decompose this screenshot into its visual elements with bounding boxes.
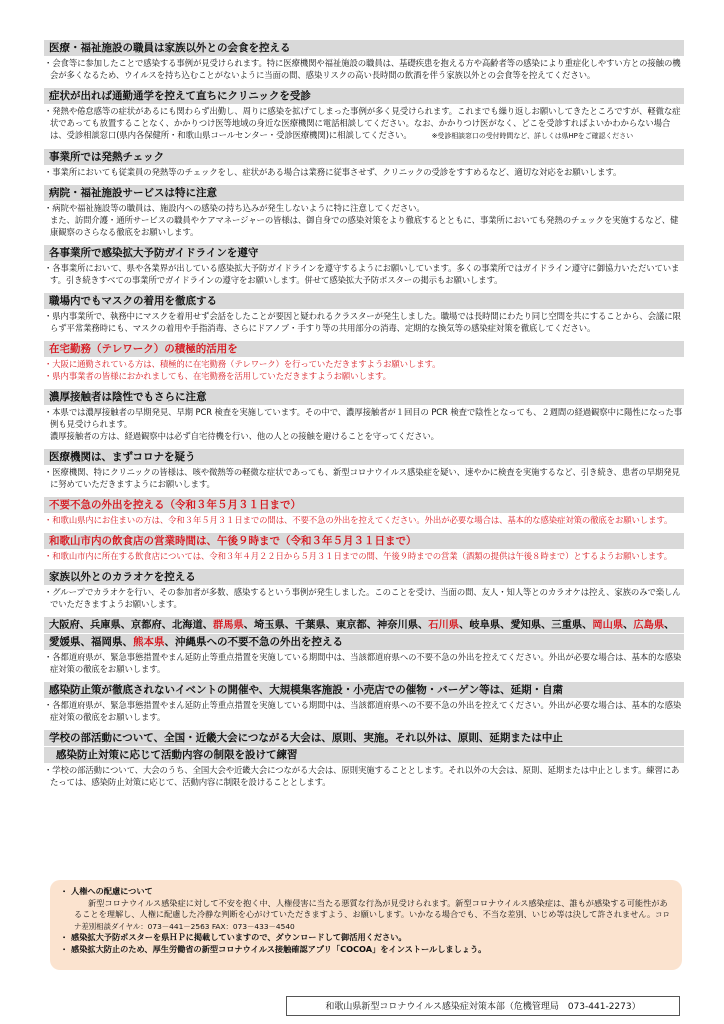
heading-part: 岡山県 <box>592 619 624 631</box>
section <box>44 617 684 675</box>
heading-part: 石川県 <box>428 619 460 631</box>
section-body <box>44 262 684 286</box>
heading-part: 、 <box>623 619 634 631</box>
section-body <box>44 586 684 610</box>
section <box>44 389 684 442</box>
notice-cocoa: ・ 感染拡大防止のため、厚生労働省の新型コロナウイルス接触確認アプリ「COCOA」をインストールしましょう。 <box>60 943 487 954</box>
section-heading: 医療・福祉施設の職員は家族以外との会食を控える <box>44 40 684 56</box>
measures-list <box>44 40 684 795</box>
section-body <box>44 550 684 562</box>
notice-discrimination-dial: コロナ差別相談ダイヤル：073－441－2563 FAX：073－433－4540 <box>74 910 670 931</box>
section <box>44 533 684 562</box>
section-heading: 事業所では発熱チェック <box>44 149 684 165</box>
section-paragraph: ・事業所においても従業員の発熱等のチェックをし、症状がある場合は業務に従事させず、クリニックの受診をすすめるなど、適切な対応をお願いします。 <box>44 167 622 177</box>
section <box>44 569 684 610</box>
section-paragraph: ・病院や福祉施設等の職員は、施設内への感染の持ち込みが発生しないように特に注意してください。 <box>44 203 425 213</box>
section-body <box>44 406 684 442</box>
section <box>44 449 684 490</box>
heading-part: 、 <box>664 619 675 631</box>
section-heading: 不要不急の外出を控える（令和３年５月３１日まで） <box>44 497 684 513</box>
section-heading <box>44 617 684 633</box>
section <box>44 730 684 788</box>
notice-human-rights-body: 新型コロナウイルス感染症に対して不安を抱く中、人権侵害に当たる悪質な行為が見受けられます。新型コロナウイルス感染症は、誰もが感染する可能性があることを理解し、人権に配慮した冷静な判断を心がけていただきますよう、お願いします。いかなる場合でも、不当な差別、いじめ等は決して許されません。 <box>74 897 668 919</box>
section <box>44 293 684 334</box>
section-heading: 医療機関は、まずコロナを疑う <box>44 449 684 465</box>
heading-part: 愛媛県、福岡県、 <box>49 636 133 648</box>
section-heading: 和歌山市内の飲食店の営業時間は、午後９時まで（令和３年５月３１日まで） <box>44 533 684 549</box>
section-body <box>44 466 684 490</box>
heading-part: 、埼玉県、千葉県、東京都、神奈川県、 <box>243 619 429 631</box>
section-note: ※受診相談窓口の受付時間など、詳しくは県HPをご確認ください <box>431 132 634 140</box>
heading-part: 広島県 <box>633 619 665 631</box>
section-paragraph: ・和歌山県内にお住まいの方は、令和３年５月３１日までの間は、不要不急の外出を控えてください。外出が必要な場合は、基本的な感染症対策の徹底をお願いします。 <box>44 515 673 525</box>
section-paragraph: ・県内事業者の皆様におかれましても、在宅勤務を活用していただきますようお願いします。 <box>44 371 391 381</box>
notice-box <box>50 880 682 970</box>
section <box>44 88 684 142</box>
notice-poster: ・ 感染拡大予防ポスターを県ＨＰに掲載していますので、ダウンロードして御活用ください。 <box>60 932 407 942</box>
section-paragraph: ・大阪に通勤されている方は、積極的に在宅勤務（テレワーク）を行っていただきますようお願いします。 <box>44 359 441 369</box>
section <box>44 497 684 526</box>
section-paragraph: ・県内事業所で、執務中にマスクを着用せず会話をしたことが要因と疑われるクラスターが発生しました。職場では長時間にわたり同じ空間を共にすることから、会議に限らず平常業務時にも、マスクの着用や手指消毒、さらにドアノブ・手すり等の共用部分の消毒、定期的な換気等の感染症対策を徹底してください。 <box>44 311 681 333</box>
heading-part: 大阪府、兵庫県、京都府、北海道、 <box>49 619 214 631</box>
section-paragraph: ・会食等に参加したことで感染する事例が見受けられます。特に医療機関や福祉施設の職員は、基礎疾患を抱える方や高齢者等の感染により重症化しやすい方との接触の機会が多くなるため、ウイルスを持ち込むことがないように当面の間、感染リスクの高い長時間の飲酒を伴う家族以外との会食等を控えてください。 <box>44 58 681 80</box>
heading-part: 、岐阜県、愛知県、三重県、 <box>459 619 593 631</box>
section-paragraph: ・医療機関、特にクリニックの皆様は、咳や微熱等の軽微な症状であっても、新型コロナウイルス感染症を疑い、速やかに検査を実施するなど、引き続き、患者の早期発見に努めていただきますようにお願いします。 <box>44 467 680 489</box>
section-heading: 感染防止策が徹底されないイベントの開催や、大規模集客施設・小売店での催物・バーゲン等は、延期・自粛 <box>44 682 684 698</box>
section-heading: 在宅勤務（テレワーク）の積極的活用を <box>44 341 684 357</box>
section-paragraph: また、訪問介護・通所サービスの職員やケアマネージャーの皆様は、御自身での感染対策をより徹底するとともに、事業所においても発熱のチェックを実施するなど、健康観察のさらなる徹底をお願いします。 <box>50 215 679 237</box>
footer-contact: 和歌山県新型コロナウイルス感染症対策本部（危機管理局 073-441-2273） <box>286 996 680 1016</box>
section-body <box>44 202 684 238</box>
heading-part: 熊本県 <box>133 636 165 648</box>
section-paragraph: 濃厚接触者の方は、経過観察中は必ず自宅待機を行い、他の人との接触を避けることを守ってください。 <box>50 431 439 441</box>
section <box>44 40 684 81</box>
section <box>44 682 684 723</box>
section-heading: 病院・福祉施設サービスは特に注意 <box>44 185 684 201</box>
heading-part: 群馬県 <box>213 619 244 631</box>
section-paragraph: ・各事業所において、県や各業界が出している感染拡大予防ガイドラインを遵守するようにお願いしています。多くの事業所ではガイドライン遵守に御協力いただいています。引き続きすべての事業所でガイドラインの遵守をお願いします。併せて感染拡大予防ポスターの掲示もお願いします。 <box>44 263 680 285</box>
section-body <box>44 358 684 382</box>
section-paragraph: ・学校の部活動について、大会のうち、全国大会や近畿大会につながる大会は、原則実施することとします。それ以外の大会は、原則、延期または中止とします。練習にあたっては、感染防止対策に応じて、活動内容に制限を設けることとします。 <box>44 765 680 787</box>
section-paragraph-text: ・発熱や倦怠感等の症状があるにも関わらず出勤し、周りに感染を拡げてしまった事例が多く見受けられます。これまでも繰り返しお願いしてきたところですが、軽微な症状であっても放置することなく、かかりつけ医等地域の身近な医療機関に電話相談してください。なお、かかりつけ医がなく、どこを受診すればよいかわからない場合は、受診相談窓口(県内各保健所・和歌山県コールセンター・受診医療機関)に相談してください。 <box>44 106 681 140</box>
section-paragraph: ・本県では濃厚接触者の早期発見、早期 PCR 検査を実施しています。その中で、濃厚接触者が１回目の PCR 検査で陰性となっても、２週間の経過観察中に陽性になった事例も見受けられます。 <box>44 407 683 429</box>
section-heading: 感染防止対策に応じて活動内容の制限を設けて練習 <box>44 747 684 763</box>
section-body <box>44 651 684 675</box>
section-paragraph <box>44 105 684 142</box>
section-heading: 濃厚接触者は陰性でもさらに注意 <box>44 389 684 405</box>
section-paragraph: ・和歌山市内に所在する飲食店については、令和３年４月２２日から５月３１日までの間、午後９時までの営業（酒類の提供は午後８時まで）とするようお願いします。 <box>44 551 673 561</box>
section-heading: 学校の部活動について、全国・近畿大会につながる大会は、原則、実施。それ以外は、原則、延期または中止 <box>44 730 684 746</box>
section-heading <box>44 634 684 650</box>
section-heading: 家族以外とのカラオケを控える <box>44 569 684 585</box>
heading-part: 、沖縄県への不要不急の外出を控える <box>164 636 343 648</box>
section <box>44 245 684 286</box>
section-body <box>44 166 684 178</box>
section-body <box>44 310 684 334</box>
section-heading: 症状が出れば通勤通学を控えて直ちにクリニックを受診 <box>44 88 684 104</box>
section-heading: 職場内でもマスクの着用を徹底する <box>44 293 684 309</box>
section <box>44 341 684 382</box>
section-body <box>44 699 684 723</box>
section <box>44 185 684 238</box>
notice-human-rights-heading: ・ 人権への配慮について <box>60 886 153 896</box>
section-heading: 各事業所で感染拡大予防ガイドラインを遵守 <box>44 245 684 261</box>
section-body <box>44 514 684 526</box>
section-paragraph: ・各都道府県が、緊急事態措置やまん延防止等重点措置を実施している期間中は、当該都道府県への不要不急の外出を控えてください。外出が必要な場合は、基本的な感染症対策の徹底をお願いします。 <box>44 652 682 674</box>
section-body <box>44 764 684 788</box>
section-paragraph: ・グループでカラオケを行い、その参加者が多数、感染するという事例が発生しました。このことを受け、当面の間、友人・知人等とのカラオケは控え、家族のみで楽しんでいただきますようお願いします。 <box>44 587 681 609</box>
section-paragraph: ・各都道府県が、緊急事態措置やまん延防止等重点措置を実施している期間中は、当該都道府県への不要不急の外出を控えてください。外出が必要な場合は、基本的な感染症対策の徹底をお願いします。 <box>44 700 682 722</box>
section-body <box>44 105 684 142</box>
section-body <box>44 57 684 81</box>
section <box>44 149 684 178</box>
notice-human-rights-text <box>74 898 672 933</box>
